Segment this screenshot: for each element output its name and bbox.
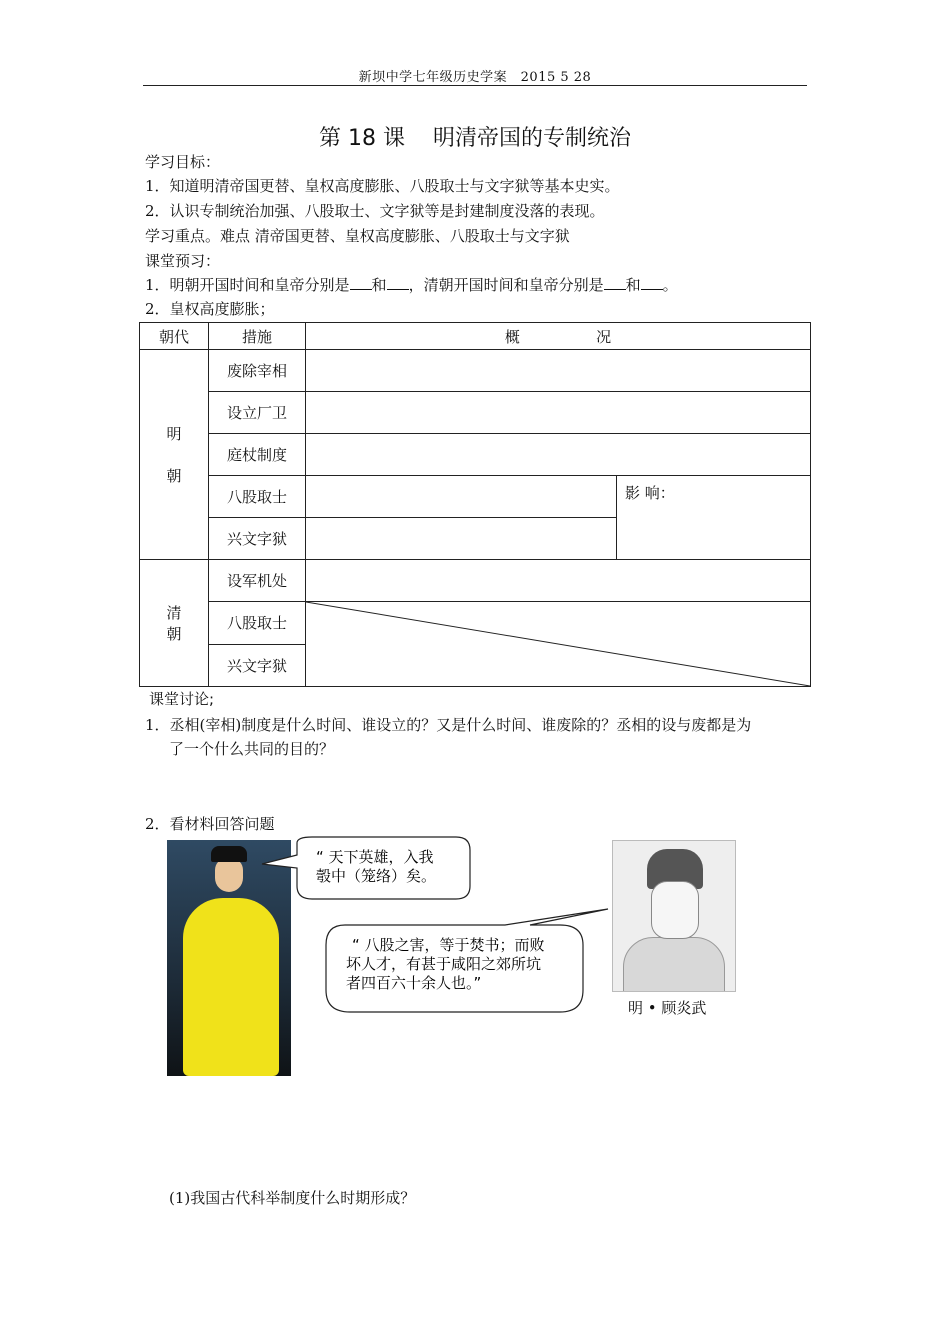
measure-cell: 废除宰相 (209, 350, 306, 392)
dynasty-qing: 清 朝 (140, 560, 209, 687)
objective-item: 1．知道明清帝国更替、皇权高度膨胀、八股取士与文字狱等基本史实。 (145, 177, 620, 195)
preview-heading: 课堂预习： (145, 252, 221, 270)
objectives-heading: 学习目标： (145, 153, 221, 171)
measure-cell: 兴文字狱 (209, 518, 306, 560)
preview-question-1: 1．明朝开国时间和皇帝分别是 和 ，清朝开国时间和皇帝分别是 和 。 (145, 276, 678, 294)
bubble2-line: 者四百六十余人也。” (346, 974, 482, 992)
sub-question-1: (1)我国古代科举制度什么时期形成？ (169, 1189, 416, 1207)
discussion-heading: 课堂讨论; (149, 690, 215, 708)
bubble2-line: 坏人才，有甚于咸阳之郊所坑 (346, 955, 542, 973)
measure-cell: 庭杖制度 (209, 434, 306, 476)
bubble1-line: “ 天下英雄，入我 (316, 848, 434, 866)
measure-cell: 设立厂卫 (209, 392, 306, 434)
measure-cell: 兴文字狱 (209, 644, 306, 687)
objective-item: 2．认识专制统治加强、八股取士、文字狱等是封建制度没落的表现。 (145, 202, 605, 220)
header-measure: 措施 (209, 323, 306, 350)
page-header: 新坝中学七年级历史学案 2015 5 28 (358, 70, 592, 85)
measure-cell: 八股取士 (209, 602, 306, 645)
lesson-number: 第 18 课 (319, 126, 405, 151)
discussion-question-2: 2．看材料回答问题 (145, 815, 275, 833)
header-overview: 概 况 (306, 323, 811, 350)
bubble1-line: 彀中（笼络）矣。 (316, 867, 437, 885)
key-points: 学习重点。难点 清帝国更替、皇权高度膨胀、八股取士与文字狱 (145, 227, 570, 245)
discussion-question-1: 1．丞相(宰相)制度是什么时间、谁设立的？又是什么时间、谁废除的？丞相的设与废都是为 了一个什么共同的目的？ (145, 716, 752, 758)
dynasty-ming: 明 朝 (140, 350, 209, 560)
bubble2-line: “ 八股之害，等于焚书；而败 (352, 936, 545, 954)
measure-cell: 设军机处 (209, 560, 306, 602)
lesson-name: 明清帝国的专制统治 (432, 126, 631, 151)
influence-cell[interactable]: 影 响： (617, 476, 811, 560)
measure-cell: 八股取士 (209, 476, 306, 518)
portrait-caption: 明 • 顾炎武 (628, 999, 707, 1017)
preview-question-2: 2．皇权高度膨胀； (145, 300, 275, 318)
header-dynasty: 朝代 (140, 323, 209, 350)
